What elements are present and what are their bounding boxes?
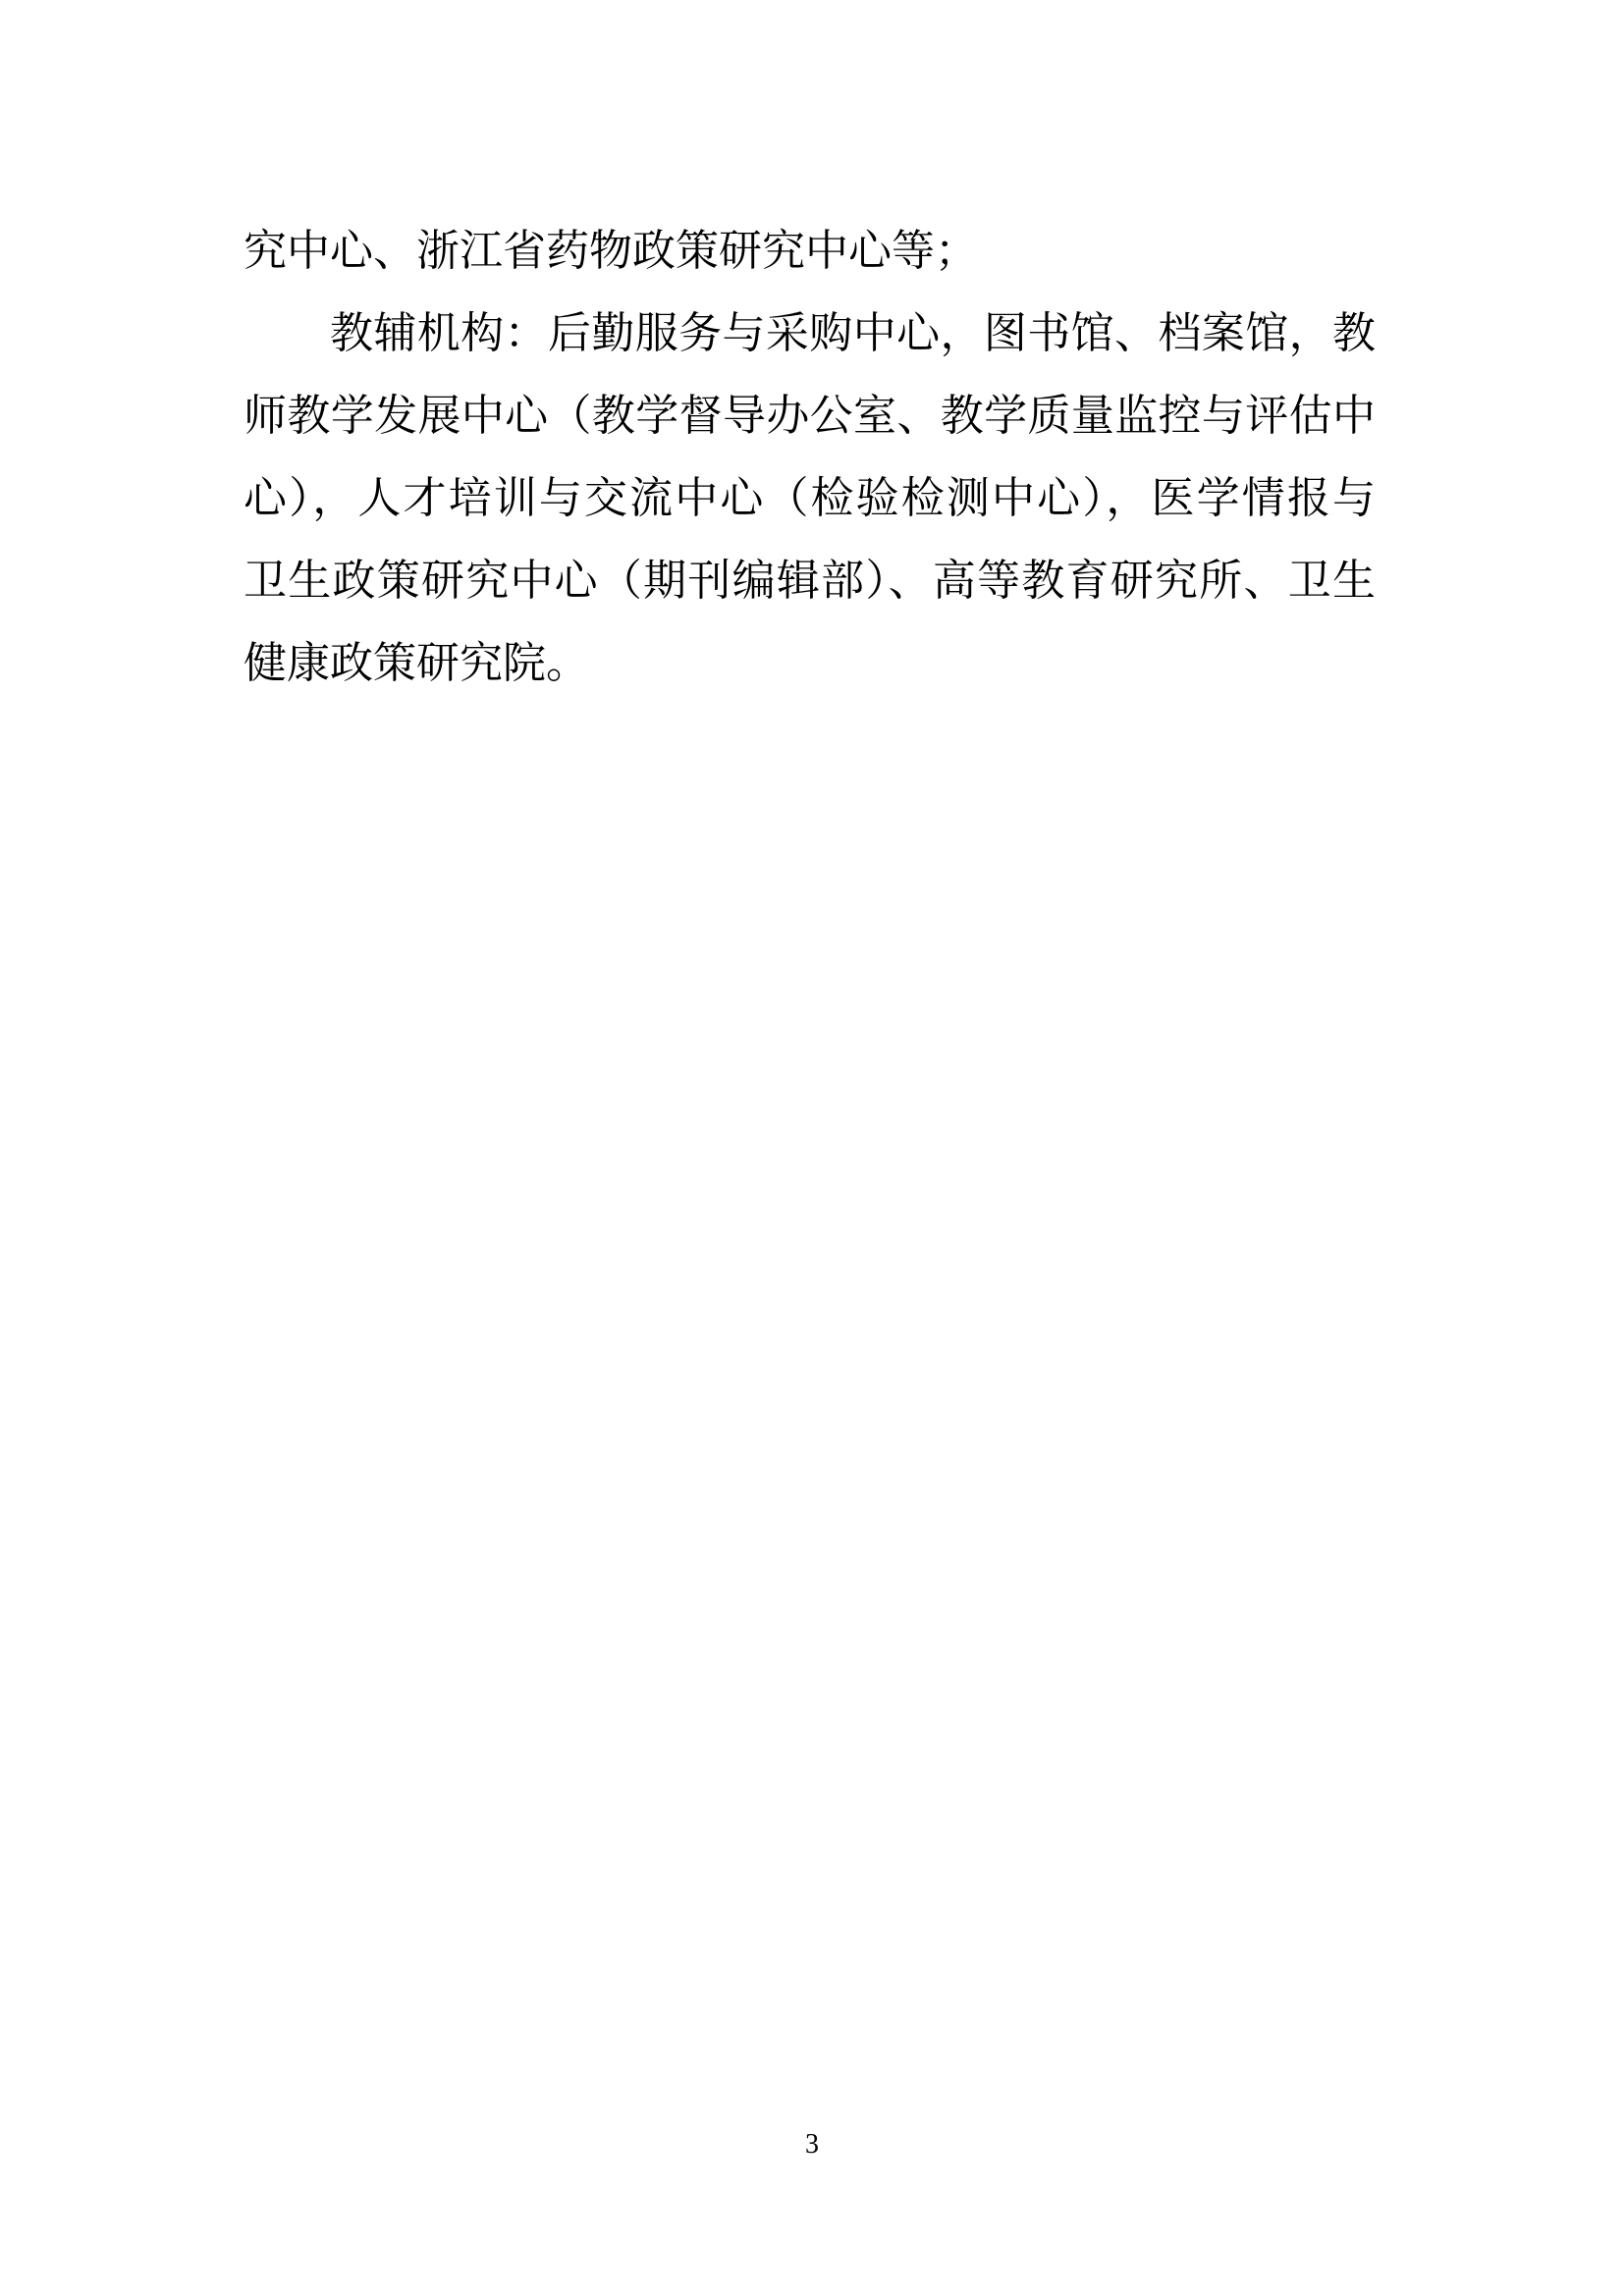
text-line: 健康政策研究院。 <box>244 639 589 687</box>
paragraph-auxiliary-orgs <box>244 293 1376 705</box>
text-line: 卫生政策研究中心（期刊编辑部）、高等教育研究所、卫生 <box>244 557 1376 605</box>
text-line: 教辅机构：后勤服务与采购中心，图书馆、档案馆，教 <box>330 309 1376 357</box>
page-number: 3 <box>805 2129 819 2160</box>
text-line: 心），人才培训与交流中心（检验检测中心），医学情报与 <box>244 474 1376 522</box>
text-line: 究中心、浙江省药物政策研究中心等； <box>244 227 978 275</box>
page-footer <box>0 2128 1624 2162</box>
text-line: 师教学发展中心（教学督导办公室、教学质量监控与评估中 <box>244 392 1376 440</box>
document-body <box>244 210 1376 705</box>
paragraph-continuation <box>244 210 1376 293</box>
